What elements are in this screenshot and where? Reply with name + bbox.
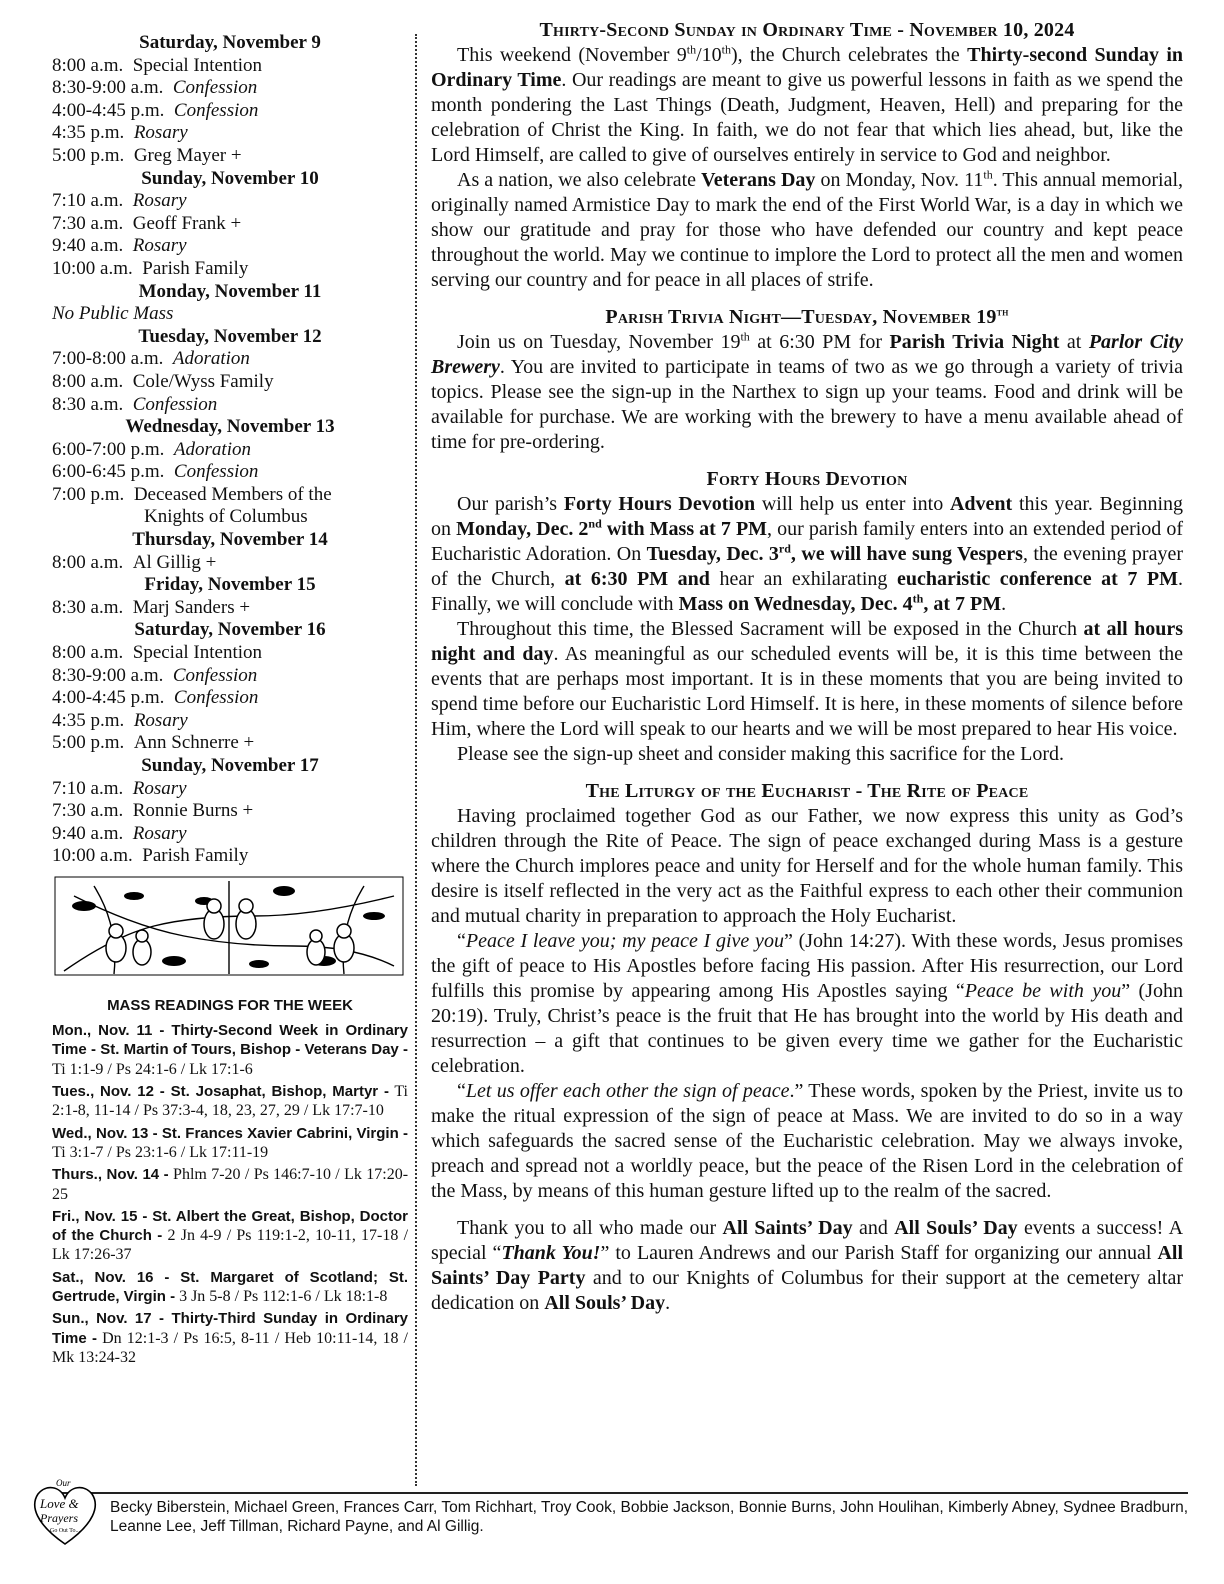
schedule-intention: No Public Mass bbox=[52, 303, 174, 325]
schedule-time: 8:00 a.m. bbox=[52, 642, 124, 664]
schedule-intention: Cole/Wyss Family bbox=[132, 370, 274, 392]
schedule-intention: Geoff Frank + bbox=[132, 212, 242, 234]
schedule-intention: Confession bbox=[173, 461, 259, 483]
reading-refs: Ti 1:1-9 / Ps 24:1-6 / Lk 17:1-6 bbox=[52, 1060, 253, 1078]
reading-item bbox=[52, 1021, 408, 1079]
schedule-time: 8:30 a.m. bbox=[52, 596, 124, 618]
svg-text:Love &: Love & bbox=[40, 1496, 79, 1511]
schedule-time: 6:00-6:45 p.m. bbox=[52, 461, 165, 483]
reading-refs: Ti 3:1-7 / Ps 23:1-6 / Lk 17:11-19 bbox=[52, 1143, 269, 1161]
schedule-item bbox=[52, 823, 408, 846]
svg-text:Go Out To...: Go Out To... bbox=[50, 1528, 80, 1534]
schedule-intention: Special Intention bbox=[132, 642, 263, 664]
schedule-time: 9:40 a.m. bbox=[52, 822, 124, 844]
reading-refs: Ti 2:1-8, 11-14 / Ps 37:3-4, 18, 23, 27, 29 / Lk 17:7-10 bbox=[52, 1083, 408, 1120]
schedule-time: 8:00 a.m. bbox=[52, 370, 124, 392]
schedule-time: 7:00-8:00 a.m. bbox=[52, 348, 164, 370]
sunday-paragraph-2: As a nation, we also celebrate Veterans Day on Monday, Nov. 11th. This annual memorial, originally named Armistice Day to mark the end of the First World War, is a day in which we show our gratitude and pray for those who have defended our country and kept peace throughout the world. May we continue to implore the Lord to protect all the men and women serving our country and for peace in all places of strife. bbox=[431, 167, 1184, 291]
schedule-item bbox=[52, 122, 408, 145]
schedule-intention: Adoration bbox=[172, 348, 250, 370]
forty-hours-paragraph-2: Throughout this time, the Blessed Sacrament will be exposed in the Church at all hours night and day. As meaningful as our scheduled events will be, it is this time between the events that are perhaps most important. It is in these moments that you are being invited to spend time before our Eucharistic Lord Himself. It is here, in these moments of silence before Him, where the Lord will speak to our hearts and we will be most prepared to hear His voice. bbox=[431, 618, 1184, 740]
prayer-logo bbox=[26, 1476, 104, 1550]
schedule-intention: Rosary bbox=[132, 822, 187, 844]
schedule-time: 8:30 a.m. bbox=[52, 393, 124, 415]
schedule-intention: Rosary bbox=[132, 235, 187, 257]
thanks-paragraph: Thank you to all who made our All Saints’ Day and All Souls’ Day events a success! A special “Thank You!” to Lauren Andrews and our Parish Staff for organizing our annual All Saints’ Day Party and to our Knights of Columbus for their support at the cemetery altar dedication on All Souls’ Day. bbox=[431, 1217, 1184, 1314]
liturgy-title: The Liturgy of the Eucharist - The Rite of Peace bbox=[585, 780, 1029, 802]
reading-refs: Phlm 7-20 / Ps 146:7-10 / Lk 17:20-25 bbox=[52, 1166, 409, 1203]
prayer-list: Becky Biberstein, Michael Green, Frances Carr, Tom Richhart, Troy Cook, Bobbie Jackson, Bonnie Burns, John Houlihan, Kimberly Abney, Sydnee Bradburn, Leanne Lee, Jeff Tillman, Richard Payne, and Al Gillig. bbox=[110, 1499, 1189, 1535]
readings-title: MASS READINGS FOR THE WEEK bbox=[107, 996, 353, 1014]
schedule-day-heading: Monday, November 11 bbox=[138, 280, 322, 302]
svg-text:Our: Our bbox=[56, 1478, 71, 1488]
schedule-intention: Ann Schnerre + bbox=[133, 732, 255, 754]
schedule-intention-cont: Knights of Columbus bbox=[144, 506, 308, 528]
schedule-intention: Confession bbox=[172, 664, 258, 686]
schedule-item bbox=[52, 100, 408, 123]
reading-day: Sat., Nov. 16 - St. Margaret of Scotland; St. Gertrude, Virgin - bbox=[52, 1268, 408, 1306]
reading-item bbox=[52, 1309, 408, 1367]
schedule-intention: Rosary bbox=[133, 709, 188, 731]
reading-day: Fri., Nov. 15 - St. Albert the Great, Bishop, Doctor of the Church - bbox=[52, 1207, 408, 1245]
forty-hours-paragraph-3: Please see the sign-up sheet and consider making this sacrifice for the Lord. bbox=[457, 743, 1065, 765]
schedule-item bbox=[52, 371, 408, 394]
schedule-item bbox=[52, 665, 408, 688]
forty-hours-title: Forty Hours Devotion bbox=[706, 468, 908, 490]
footer-rule bbox=[52, 1492, 1188, 1494]
schedule-time: 4:00-4:45 p.m. bbox=[52, 99, 165, 121]
schedule-intention: Ronnie Burns + bbox=[132, 800, 254, 822]
liturgy-paragraph-3: “Let us offer each other the sign of peace.” These words, spoken by the Priest, invite us to make the ritual expression of the sign of peace at Mass. We are invited to do so in a way which safeguards the sacred sense of the Eucharistic celebration. May we always invoke, preach and spread not a worldly peace, but the peace of the Risen Lord in the celebration of the Mass, by means of this human gesture lifted up to the realm of the sacred. bbox=[431, 1080, 1183, 1202]
reading-item bbox=[52, 1268, 408, 1307]
readings-list bbox=[52, 1021, 408, 1367]
forty-hours-paragraph-1: Our parish’s Forty Hours Devotion will help us enter into Advent this year. Beginning on Monday, Dec. 2nd with Mass at 7 PM, our parish family enters into an extended period of Eucharistic Adoration. On Tuesday, Dec. 3rd, we will have sung Vespers, the evening prayer of the Church, at 6:30 PM and hear an exhilarating eucharistic conference at 7 PM. Finally, we will conclude with Mass on Wednesday, Dec. 4th, at 7 PM. bbox=[431, 493, 1184, 615]
schedule-item bbox=[52, 732, 408, 755]
schedule-day-heading: Saturday, November 16 bbox=[134, 619, 326, 641]
schedule-intention: Greg Mayer + bbox=[133, 144, 242, 166]
left-column bbox=[52, 32, 408, 1370]
sunday-title: Thirty-Second Sunday in Ordinary Time - November 10, 2024 bbox=[539, 19, 1075, 41]
schedule-day-heading: Friday, November 15 bbox=[144, 574, 316, 596]
schedule-item bbox=[52, 845, 408, 868]
schedule-intention: Adoration bbox=[173, 438, 251, 460]
schedule-item bbox=[52, 303, 408, 326]
schedule-intention: Confession bbox=[173, 687, 259, 709]
schedule-item bbox=[52, 710, 408, 733]
schedule-time: 5:00 p.m. bbox=[52, 144, 125, 166]
svg-text:Prayers: Prayers bbox=[40, 1511, 78, 1525]
schedule-intention: Confession bbox=[172, 77, 258, 99]
schedule-intention: Rosary bbox=[132, 190, 187, 212]
schedule-intention: Al Gillig + bbox=[132, 551, 217, 573]
schedule-item bbox=[52, 597, 408, 620]
schedule-time: 9:40 a.m. bbox=[52, 235, 124, 257]
schedule-item bbox=[52, 235, 408, 258]
schedule-time: 8:30-9:00 a.m. bbox=[52, 77, 164, 99]
schedule-intention: Rosary bbox=[133, 122, 188, 144]
reading-item bbox=[52, 1165, 408, 1204]
sunday-paragraph-1: This weekend (November 9th/10th), the Church celebrates the Thirty-second Sunday in Ordinary Time. Our readings are meant to give us powerful lessons in faith as we spend the month pondering the Last Things (Death, Judgment, Heaven, Hell) and preparing for the celebration of Christ the King. In faith, we do not fear that which lies ahead, but, like the Lord Himself, are called to give of ourselves entirely in service to God and neighbor. bbox=[431, 42, 1183, 166]
reading-item bbox=[52, 1124, 408, 1163]
schedule-intention: Rosary bbox=[132, 777, 187, 799]
liturgy-paragraph-2: “Peace I leave you; my peace I give you” (John 14:27). With these words, Jesus promises the gift of peace to His Apostles before facing His passion. After His resurrection, our Lord fulfills this promise by appearing among His Apostles saying “Peace be with you” (John 20:19). Truly, Christ’s peace is the fruit that He has brought into the world by His death and resurrection – a gift that continues to be given every time we gather for the Eucharistic celebration. bbox=[431, 930, 1184, 1077]
schedule-intention: Special Intention bbox=[132, 54, 263, 76]
schedule-time: 10:00 a.m. bbox=[52, 257, 133, 279]
reading-refs: 2 Jn 4-9 / Ps 119:1-2, 10-11, 17-18 / Lk 17:26-37 bbox=[52, 1227, 409, 1264]
schedule-time: 7:10 a.m. bbox=[52, 190, 124, 212]
schedule-time: 8:00 a.m. bbox=[52, 54, 124, 76]
schedule-time: 4:00-4:45 p.m. bbox=[52, 687, 165, 709]
schedule-time: 4:35 p.m. bbox=[52, 709, 125, 731]
reading-item bbox=[52, 1082, 408, 1121]
schedule-item bbox=[52, 461, 408, 484]
schedule-item bbox=[52, 348, 408, 371]
schedule-time: 7:00 p.m. bbox=[52, 483, 125, 505]
reading-item bbox=[52, 1207, 408, 1265]
column-divider bbox=[415, 34, 417, 1486]
schedule-intention: Parish Family bbox=[142, 257, 249, 279]
schedule-day-heading: Saturday, November 9 bbox=[139, 32, 321, 53]
schedule-intention: Deceased Members of the bbox=[133, 483, 332, 505]
schedule-time: 7:30 a.m. bbox=[52, 800, 124, 822]
schedule-time: 8:30-9:00 a.m. bbox=[52, 664, 164, 686]
trivia-title: Parish Trivia Night—Tuesday, November 19th bbox=[605, 304, 1009, 328]
schedule-time: 5:00 p.m. bbox=[52, 732, 125, 754]
mass-schedule bbox=[52, 32, 408, 868]
schedule-day-heading: Tuesday, November 12 bbox=[138, 325, 322, 347]
schedule-item bbox=[52, 552, 408, 575]
liturgy-paragraph-1: Having proclaimed together God as our Father, we now express this unity as God’s children through the Rite of Peace. The sign of peace exchanged during Mass is a gesture where the Church implores peace and unity for Herself and for the whole human family. This desire is itself reflected in the very act as the Faithful express to each other their communion and mutual charity in preparation to approach the Holy Eucharist. bbox=[431, 805, 1183, 927]
schedule-item bbox=[52, 484, 408, 507]
schedule-intention: Parish Family bbox=[142, 845, 249, 867]
schedule-item bbox=[52, 800, 408, 823]
reading-refs: Dn 12:1-3 / Ps 16:5, 8-11 / Heb 10:11-14, 18 / Mk 13:24-32 bbox=[52, 1329, 408, 1366]
reading-day: Sun., Nov. 17 - Thirty-Third Sunday in Ordinary Time - bbox=[52, 1310, 408, 1347]
schedule-intention: Marj Sanders + bbox=[132, 596, 251, 618]
schedule-item bbox=[52, 190, 408, 213]
schedule-intention: Confession bbox=[132, 393, 218, 415]
schedule-item bbox=[52, 213, 408, 236]
schedule-time: 8:00 a.m. bbox=[52, 551, 124, 573]
schedule-intention: Confession bbox=[173, 99, 259, 121]
schedule-day-heading: Wednesday, November 13 bbox=[125, 416, 335, 438]
schedule-item bbox=[52, 439, 408, 462]
schedule-time: 10:00 a.m. bbox=[52, 845, 133, 867]
schedule-item bbox=[52, 258, 408, 281]
reading-refs: 3 Jn 5-8 / Ps 112:1-6 / Lk 18:1-8 bbox=[179, 1288, 388, 1306]
reading-day: Tues., Nov. 12 - St. Josaphat, Bishop, Martyr - bbox=[52, 1083, 389, 1101]
schedule-item bbox=[52, 145, 408, 168]
schedule-item bbox=[52, 55, 408, 78]
schedule-time: 7:10 a.m. bbox=[52, 777, 124, 799]
schedule-time: 6:00-7:00 p.m. bbox=[52, 438, 165, 460]
schedule-item bbox=[52, 394, 408, 417]
birds-illustration bbox=[54, 876, 404, 976]
schedule-item bbox=[52, 687, 408, 710]
trivia-paragraph: Join us on Tuesday, November 19th at 6:30 PM for Parish Trivia Night at Parlor City Brewery. You are invited to participate in teams of two as we go through a variety of trivia topics. Please see the sign-up in the Narthex to sign up your teams. Food and drink will be available for purchase. We are working with the brewery to have a menu available ahead of time for pre-ordering. bbox=[431, 329, 1184, 453]
schedule-time: 4:35 p.m. bbox=[52, 122, 125, 144]
reading-day: Mon., Nov. 11 - Thirty-Second Week in Ordinary Time - St. Martin of Tours, Bishop - Veterans Day - bbox=[52, 1022, 408, 1059]
schedule-item bbox=[52, 642, 408, 665]
schedule-day-heading: Thursday, November 14 bbox=[132, 529, 328, 551]
schedule-item bbox=[52, 778, 408, 801]
right-column bbox=[431, 18, 1183, 1316]
schedule-day-heading: Sunday, November 17 bbox=[141, 755, 319, 776]
schedule-time: 7:30 a.m. bbox=[52, 212, 124, 234]
schedule-day-heading: Sunday, November 10 bbox=[141, 167, 319, 189]
reading-day: Thurs., Nov. 14 - bbox=[52, 1166, 169, 1184]
schedule-item bbox=[52, 77, 408, 100]
reading-day: Wed., Nov. 13 - St. Frances Xavier Cabrini, Virgin - bbox=[52, 1124, 408, 1142]
